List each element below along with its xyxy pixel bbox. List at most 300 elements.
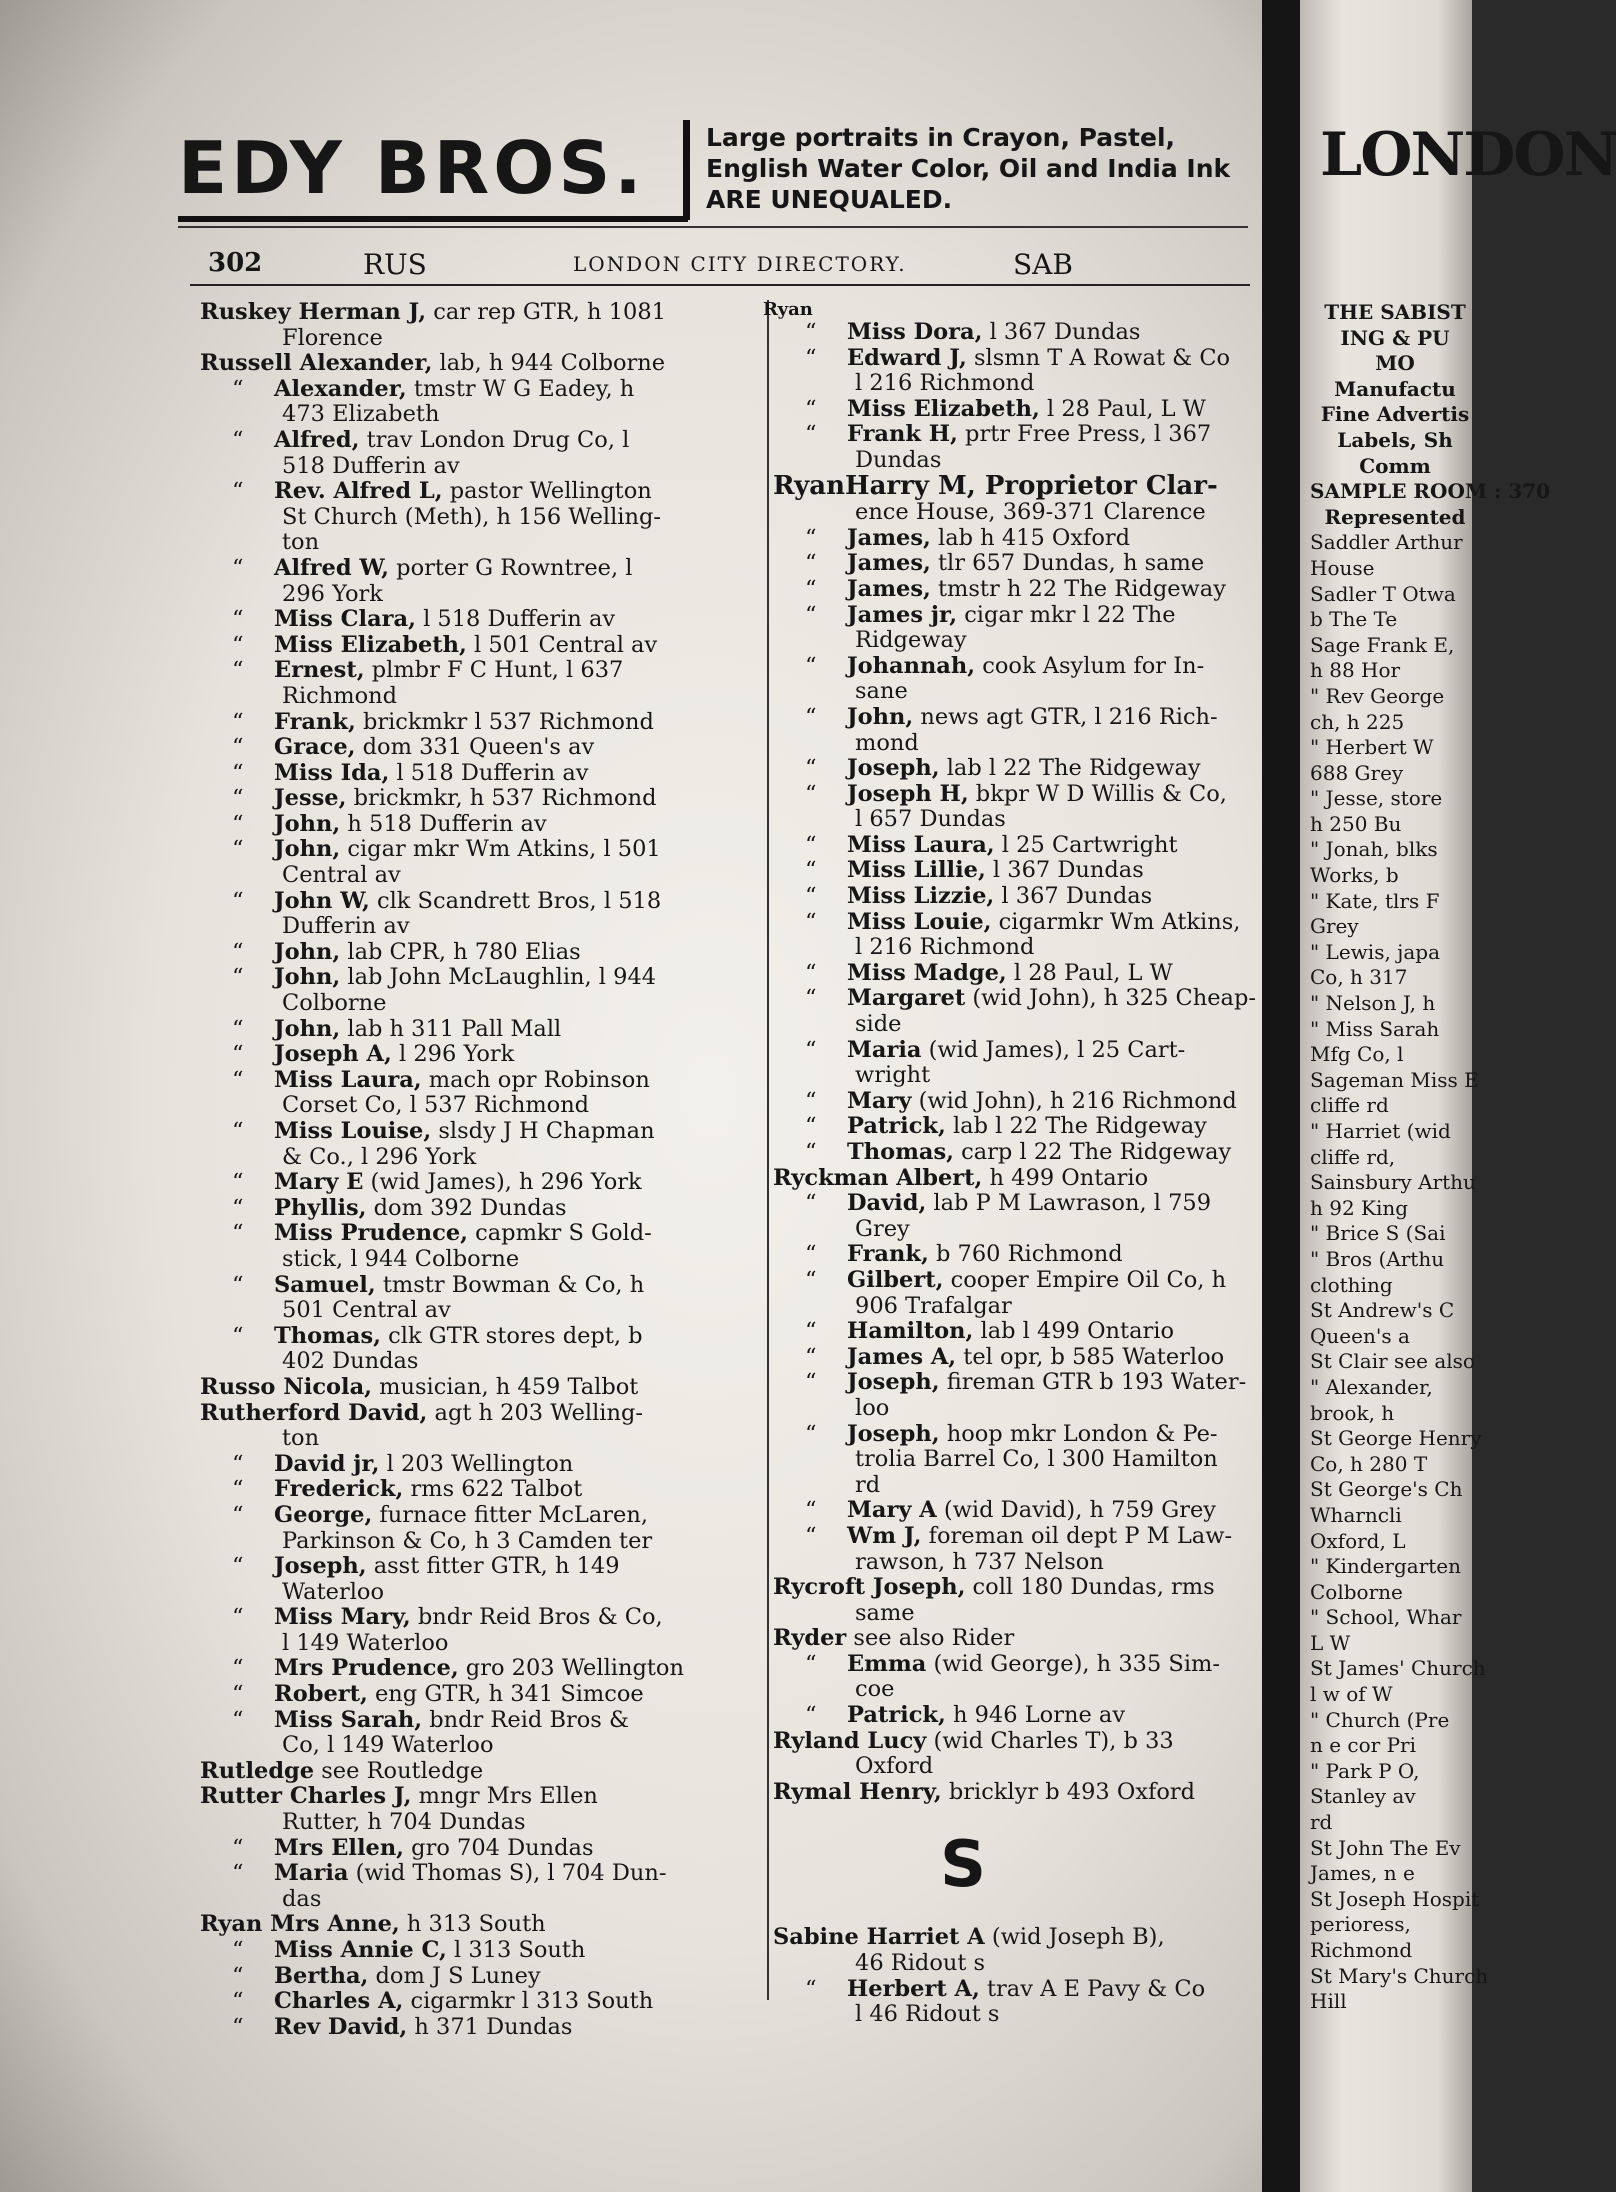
facing-page-line: perioress, — [1310, 1912, 1411, 1937]
ditto-mark: “ — [232, 734, 244, 761]
facing-page-line: brook, h — [1310, 1400, 1395, 1425]
entry-details: 518 Dufferin av — [282, 452, 460, 479]
entry-details: same — [855, 1599, 915, 1626]
ditto-mark: “ — [805, 524, 817, 551]
directory-entry-line — [190, 454, 755, 480]
directory-entry-line — [190, 1656, 755, 1682]
entry-details: 402 Dundas — [282, 1348, 419, 1375]
ditto-mark: “ — [232, 1501, 244, 1528]
entry-details: lab h 415 Oxford — [930, 524, 1131, 551]
directory-entry-line — [190, 1529, 755, 1555]
entry-details: h 313 South — [399, 1911, 546, 1938]
entry-name: Johannah, — [847, 652, 976, 679]
directory-entry-line — [190, 940, 755, 966]
entry-details: foreman oil dept P M Law- — [921, 1522, 1233, 1549]
directory-entry-line — [763, 756, 1253, 782]
facing-page-line: Mfg Co, l — [1310, 1042, 1404, 1067]
entry-details: (wid John), h 216 Richmond — [911, 1087, 1237, 1114]
directory-entry-line — [763, 705, 1253, 731]
facing-page-line: l w of W — [1310, 1682, 1393, 1707]
directory-entry-line — [763, 1473, 1253, 1499]
entry-details: h 371 Dundas — [407, 2013, 573, 2040]
page-number: 302 — [208, 248, 263, 278]
entry-name: Miss Lillie, — [847, 857, 986, 884]
ditto-mark: “ — [805, 1036, 817, 1063]
entry-name: Maria — [847, 1036, 922, 1063]
directory-entry-line — [763, 577, 1253, 603]
entry-details: Dufferin av — [282, 913, 410, 940]
entry-name: Emma — [847, 1650, 927, 1677]
entry-details: l 28 Paul, L W — [1006, 959, 1173, 986]
directory-entry-line — [763, 731, 1253, 757]
entry-name: Russell Alexander, — [200, 350, 433, 377]
facing-page-line: Sainsbury Arthu — [1310, 1170, 1476, 1195]
directory-entry-line — [763, 1345, 1253, 1371]
ditto-mark: “ — [232, 1962, 244, 1989]
entry-details: l 313 South — [446, 1937, 586, 1963]
directory-entry-line — [190, 991, 755, 1017]
continued-heading: Ryan — [763, 299, 813, 320]
right-column — [763, 299, 1256, 2028]
entry-name: Sabine Harriet A — [773, 1924, 985, 1951]
entry-name: David, — [847, 1190, 927, 1217]
facing-page-line: " Brice S (Sai — [1310, 1221, 1446, 1246]
entry-details: sane — [855, 678, 908, 705]
ad-tagline: Large portraits in Crayon, Pastel, English Water Color, Oil and India Ink ARE UNEQUALED. — [706, 123, 1231, 214]
entry-name: Frank, — [847, 1241, 929, 1268]
ditto-mark: “ — [805, 1318, 817, 1345]
entry-name: Miss Mary, — [274, 1604, 411, 1631]
entry-details: mach opr Robinson — [421, 1066, 650, 1093]
directory-entry-line — [763, 1677, 1253, 1703]
directory-entry-line — [763, 1242, 1253, 1268]
entry-name: Ryder — [773, 1625, 847, 1652]
ditto-mark: “ — [232, 1604, 244, 1631]
entry-name: Mary A — [847, 1497, 937, 1524]
facing-page-line: MO — [1375, 351, 1415, 376]
facing-page-line: cliffe rd, — [1310, 1144, 1396, 1169]
facing-page-line: " School, Whar — [1310, 1605, 1462, 1630]
facing-page-line: L W — [1310, 1630, 1351, 1655]
facing-page-line: St Joseph Hospit — [1310, 1886, 1480, 1911]
facing-page-line: THE SABIST — [1324, 300, 1466, 324]
directory-entry-line — [190, 1324, 755, 1350]
ditto-mark: “ — [232, 938, 244, 965]
entry-details: l 518 Dufferin av — [389, 759, 589, 786]
entry-details: h 499 Ontario — [982, 1164, 1149, 1191]
ditto-mark: “ — [232, 2013, 244, 2040]
directory-entry-line — [190, 1401, 755, 1427]
facing-page-line: clothing — [1310, 1272, 1393, 1297]
facing-page-line: Hill — [1310, 1989, 1347, 2014]
ditto-mark: “ — [232, 1988, 244, 2015]
ditto-mark: “ — [232, 554, 244, 581]
entry-details: l 518 Dufferin av — [415, 606, 616, 633]
entry-details: ence House, 369-371 Clarence — [855, 499, 1206, 526]
directory-entry-line — [190, 889, 755, 915]
ditto-mark: “ — [805, 652, 817, 679]
entry-name: George, — [274, 1501, 373, 1528]
directory-entry-line — [763, 1550, 1253, 1576]
entry-details: 501 Central av — [282, 1297, 451, 1324]
entry-details: b 760 Richmond — [928, 1241, 1123, 1268]
entry-name: Thomas, — [274, 1322, 381, 1349]
entry-details: lab l 22 The Ridgeway — [945, 1113, 1207, 1140]
facing-page-line: Co, h 317 — [1310, 965, 1408, 990]
entry-details: dom 392 Dundas — [366, 1194, 567, 1221]
entry-name: Rev. Alfred L, — [274, 478, 443, 505]
directory-entry-line — [190, 914, 755, 940]
entry-details: eng GTR, h 341 Simcoe — [367, 1681, 644, 1708]
facing-page-line: Sage Frank E, — [1310, 632, 1455, 657]
ditto-mark: “ — [232, 426, 244, 453]
directory-entry-line — [190, 1887, 755, 1913]
facing-page-line: Colborne — [1310, 1579, 1403, 1604]
entry-details: l 501 Central av — [466, 631, 658, 658]
entry-details: tmstr Bowman & Co, h — [375, 1271, 645, 1298]
directory-entry-line — [190, 607, 755, 633]
ditto-mark: “ — [805, 908, 817, 935]
entry-name: Frederick, — [274, 1476, 404, 1503]
directory-entry-line — [190, 1580, 755, 1606]
directory-entry-line — [190, 1836, 755, 1862]
entry-details: rd — [855, 1471, 881, 1498]
entry-details: carp l 22 The Ridgeway — [954, 1139, 1232, 1165]
entry-details: plmbr F C Hunt, l 637 — [364, 657, 624, 684]
header-rule — [190, 284, 1250, 286]
entry-name: Miss Sarah, — [274, 1706, 423, 1733]
entry-name: Frank, — [274, 708, 356, 735]
entry-name: Mary — [847, 1087, 912, 1114]
directory-entry-line — [763, 526, 1253, 552]
directory-entry-line — [763, 833, 1253, 859]
ad-company-name: EDY BROS. — [178, 126, 646, 210]
entry-details: das — [282, 1885, 322, 1912]
directory-entry-line — [763, 1626, 1253, 1652]
facing-page-line: St Clair see also — [1310, 1349, 1475, 1374]
facing-page-line: n e cor Pri — [1310, 1733, 1417, 1758]
ditto-mark: “ — [232, 1220, 244, 1247]
directory-entry-line — [190, 326, 755, 352]
directory-entry-line — [190, 658, 755, 684]
entry-details: trav A E Pavy & Co — [979, 1975, 1206, 2002]
directory-entry-line — [763, 1166, 1253, 1192]
ditto-mark: “ — [805, 1139, 817, 1165]
entry-name: Miss Elizabeth, — [274, 631, 467, 658]
entry-details: l 367 Dundas — [982, 319, 1141, 345]
directory-entry-line — [763, 679, 1253, 705]
directory-entry-line — [190, 1810, 755, 1836]
entry-details: l 28 Paul, L W — [1039, 395, 1206, 422]
ditto-mark: “ — [232, 657, 244, 684]
directory-entry-line — [763, 1780, 1253, 1806]
entry-name: Miss Madge, — [847, 959, 1007, 986]
entry-details: Oxford — [855, 1753, 934, 1780]
ditto-mark: “ — [805, 550, 817, 577]
ditto-mark: “ — [805, 831, 817, 858]
ditto-mark: “ — [232, 478, 244, 505]
directory-entry-line — [763, 1524, 1253, 1550]
entry-name: James A, — [847, 1343, 957, 1370]
ditto-mark: “ — [805, 1087, 817, 1114]
ditto-mark: “ — [805, 395, 817, 422]
directory-entry-line — [190, 1170, 755, 1196]
entry-details: cigar mkr Wm Atkins, l 501 — [340, 836, 661, 863]
entry-details: slsdy J H Chapman — [431, 1118, 655, 1144]
facing-page-fragment — [1300, 0, 1616, 2192]
directory-entry-line — [190, 1426, 755, 1452]
directory-entry-line — [190, 710, 755, 736]
ditto-mark: “ — [232, 836, 244, 863]
entry-details: (wid Joseph B), — [984, 1924, 1165, 1951]
directory-entry-line — [190, 1068, 755, 1094]
directory-entry-line — [763, 346, 1253, 372]
facing-page-line: Sadler T Otwa — [1310, 581, 1456, 606]
entry-details: (wid John), h 325 Cheap- — [965, 985, 1256, 1012]
entry-details: pastor Wellington — [442, 478, 652, 505]
directory-entry-line — [190, 1964, 755, 1990]
entry-name: Ryland Lucy — [773, 1727, 927, 1754]
directory-entry-line — [763, 371, 1253, 397]
entry-details: brickmkr, h 537 Richmond — [346, 785, 657, 812]
directory-entry-line — [190, 2015, 755, 2041]
entry-name: James, — [847, 524, 931, 551]
entry-details: rawson, h 737 Nelson — [855, 1548, 1104, 1575]
entry-name: Gilbert, — [847, 1266, 944, 1293]
entry-name: Wm J, — [847, 1522, 922, 1549]
facing-page-line: " Harriet (wid — [1310, 1119, 1451, 1143]
entry-details: h 518 Dufferin av — [340, 810, 547, 837]
facing-page-line: St George's Ch — [1310, 1477, 1463, 1502]
facing-page-line: Richmond — [1310, 1938, 1413, 1962]
directory-entry-line — [763, 1396, 1253, 1422]
entry-name: Samuel, — [274, 1271, 376, 1298]
ditto-mark: “ — [232, 1066, 244, 1093]
facing-page-line: Wharncli — [1310, 1502, 1402, 1527]
facing-page-line: ch, h 225 — [1310, 709, 1405, 734]
entry-name: Ryckman Albert, — [773, 1164, 983, 1191]
entry-name: Alfred, — [274, 426, 360, 453]
directory-entry-line — [763, 1951, 1253, 1977]
facing-page-line: cliffe rd — [1310, 1093, 1389, 1118]
directory-entry-line — [763, 628, 1253, 654]
entry-details: lab CPR, h 780 Elias — [340, 938, 581, 965]
entry-details: (wid George), h 335 Sim- — [926, 1650, 1220, 1677]
directory-entry-line — [763, 1703, 1253, 1729]
ditto-mark: “ — [232, 708, 244, 735]
entry-name: Mrs Ellen, — [274, 1834, 405, 1861]
entry-details: l 296 York — [391, 1041, 515, 1068]
entry-name: Alexander, — [274, 375, 407, 402]
ditto-mark: “ — [805, 1343, 817, 1370]
directory-entry-line — [763, 1268, 1253, 1294]
entry-name: Joseph A, — [274, 1041, 392, 1068]
entry-details: mngr Mrs Ellen — [411, 1783, 598, 1810]
entry-details: (wid James), l 25 Cart- — [921, 1036, 1186, 1063]
facing-page-line: Comm — [1359, 453, 1431, 478]
entry-details: trav London Drug Co, l — [359, 426, 630, 453]
ditto-mark: “ — [232, 1834, 244, 1861]
directory-entry-line — [190, 1912, 755, 1938]
entry-name: John, — [274, 1015, 341, 1042]
directory-entry-line — [763, 1294, 1253, 1320]
running-head — [208, 240, 1248, 284]
ditto-mark: “ — [805, 703, 817, 730]
entry-name: John, — [274, 938, 341, 965]
directory-entry-line — [190, 633, 755, 659]
facing-page-line: " Church (Pre — [1310, 1707, 1450, 1732]
directory-entry-line — [763, 500, 1253, 526]
entry-name: Rutledge — [200, 1757, 315, 1784]
ditto-mark: “ — [805, 1522, 817, 1549]
facing-page-line: Labels, Sh — [1337, 427, 1453, 452]
entry-details: (wid James), h 296 York — [363, 1169, 642, 1196]
entry-details: musician, h 459 Talbot — [372, 1373, 639, 1400]
ditto-mark: “ — [805, 319, 817, 345]
entry-details: Co, l 149 Waterloo — [282, 1732, 494, 1759]
facing-page-title: LONDON — [1320, 120, 1616, 190]
ditto-mark: “ — [232, 1015, 244, 1042]
entry-name: John, — [274, 810, 341, 837]
ditto-mark: “ — [232, 375, 244, 402]
facing-page-line: House — [1310, 555, 1375, 580]
entry-name: Rutter Charles J, — [200, 1783, 412, 1810]
directory-entry-line — [190, 1145, 755, 1171]
facing-page-line: " Nelson J, h — [1310, 991, 1436, 1016]
entry-details: Parkinson & Co, h 3 Camden ter — [282, 1527, 653, 1554]
ditto-mark: “ — [805, 857, 817, 884]
entry-details: bndr Reid Bros & Co, — [410, 1604, 663, 1631]
facing-page-line: SAMPLE ROOM : 370 — [1310, 479, 1551, 504]
directory-entry-line — [763, 961, 1253, 987]
entry-details: see Routledge — [314, 1757, 484, 1784]
directory-entry-line — [763, 985, 1256, 1012]
ditto-mark: “ — [805, 421, 817, 448]
entry-details: Dundas — [855, 446, 942, 473]
facing-page-line: ING & PU — [1340, 325, 1450, 350]
entry-details: tmstr W G Eadey, h — [406, 375, 635, 402]
facing-page-line: " Rev George — [1310, 683, 1445, 708]
entry-details: cigarmkr Wm Atkins, — [991, 908, 1241, 935]
ditto-mark: “ — [232, 1681, 244, 1708]
ditto-mark: “ — [232, 1194, 244, 1221]
directory-entry-line — [190, 479, 755, 505]
entry-details: brickmkr l 537 Richmond — [355, 708, 654, 735]
entry-details: cook Asylum for In- — [975, 652, 1205, 679]
entry-details: bricklyr b 493 Oxford — [941, 1778, 1196, 1805]
entry-details: prtr Free Press, l 367 — [957, 421, 1212, 448]
directory-entry-line — [190, 1503, 755, 1529]
facing-page-line: " Park P O, — [1310, 1758, 1420, 1783]
ditto-mark: “ — [805, 1497, 817, 1524]
entry-details: news agt GTR, l 216 Rich- — [913, 703, 1218, 730]
section-letter: S — [939, 1828, 987, 1903]
entry-details: l 203 Wellington — [379, 1450, 574, 1477]
entry-details: l 46 Ridout s — [855, 2001, 1000, 2028]
directory-entry-line — [190, 1631, 755, 1657]
directory-entry-line — [190, 1605, 755, 1631]
entry-details: clk GTR stores dept, b — [381, 1322, 643, 1349]
entry-name: Margaret — [847, 985, 966, 1012]
ditto-mark: “ — [805, 1266, 817, 1293]
directory-entry-line — [190, 1093, 755, 1119]
ditto-mark: “ — [232, 1271, 244, 1298]
entry-name: Joseph, — [274, 1553, 367, 1580]
directory-entry-line — [763, 858, 1253, 884]
ditto-mark: “ — [232, 1450, 244, 1477]
directory-entry-line — [190, 1784, 755, 1810]
directory-entry-line — [763, 782, 1253, 808]
facing-page-line: St George Henry — [1310, 1426, 1482, 1451]
directory-entry-line — [190, 1375, 755, 1401]
entry-details: Central av — [282, 862, 401, 889]
entry-name: Alfred W, — [274, 554, 390, 581]
directory-entry-line — [763, 1652, 1253, 1678]
ditto-mark: “ — [232, 1118, 244, 1144]
directory-entry-line — [763, 884, 1253, 910]
ditto-mark: “ — [805, 344, 817, 371]
entry-details: 473 Elizabeth — [282, 401, 440, 428]
directory-entry-line — [190, 1708, 755, 1734]
entry-details: fireman GTR b 193 Water- — [939, 1369, 1247, 1396]
ditto-mark: “ — [232, 1041, 244, 1068]
facing-page-line: Stanley av — [1310, 1784, 1416, 1809]
entry-name: John, — [274, 836, 341, 863]
directory-entry-line — [190, 1247, 755, 1273]
directory-entry-line — [190, 505, 755, 531]
entry-details: l 149 Waterloo — [282, 1629, 449, 1656]
ditto-mark: “ — [805, 780, 817, 807]
directory-entry-line — [763, 1447, 1253, 1473]
ditto-mark: “ — [232, 1860, 244, 1887]
ditto-mark: “ — [232, 785, 244, 812]
directory-entry-line — [763, 1925, 1253, 1951]
entry-details: l 216 Richmond — [855, 370, 1035, 397]
facing-page-line: " Bros (Arthu — [1310, 1246, 1445, 1271]
directory-entry-line — [190, 812, 755, 838]
directory-entry-line — [190, 761, 755, 787]
facing-page-line: " Miss Sarah — [1310, 1016, 1440, 1041]
ditto-mark: “ — [805, 883, 817, 910]
entry-details: rms 622 Talbot — [403, 1476, 583, 1503]
entry-details: l 657 Dundas — [855, 806, 1006, 833]
directory-entry-line — [763, 551, 1253, 577]
right-entries — [763, 319, 1256, 1805]
facing-page-line: b The Te — [1310, 607, 1398, 632]
directory-entry-line — [190, 1682, 755, 1708]
ditto-mark: “ — [805, 1369, 817, 1396]
entry-details: lab l 499 Ontario — [973, 1318, 1174, 1345]
directory-entry-line — [763, 1140, 1253, 1166]
ditto-mark: “ — [805, 1190, 817, 1217]
facing-page-line: Works, b — [1310, 863, 1399, 888]
entry-details: wright — [855, 1062, 931, 1089]
entry-name: Maria — [274, 1860, 349, 1887]
entry-details: l 216 Richmond — [855, 934, 1035, 961]
directory-entry-line — [190, 300, 755, 326]
entry-name: Miss Annie C, — [274, 1937, 447, 1963]
directory-entry-line — [190, 965, 755, 991]
directory-entry-line — [190, 735, 755, 761]
directory-entry-line — [190, 1273, 755, 1299]
entry-name: Phyllis, — [274, 1194, 367, 1221]
directory-entry-line — [190, 1119, 755, 1145]
facing-page-line: h 88 Hor — [1310, 658, 1401, 683]
ditto-mark: “ — [232, 759, 244, 786]
entry-details: Grey — [855, 1215, 910, 1242]
ditto-mark: “ — [805, 1975, 817, 2002]
entry-name: Edward J, — [847, 344, 967, 371]
